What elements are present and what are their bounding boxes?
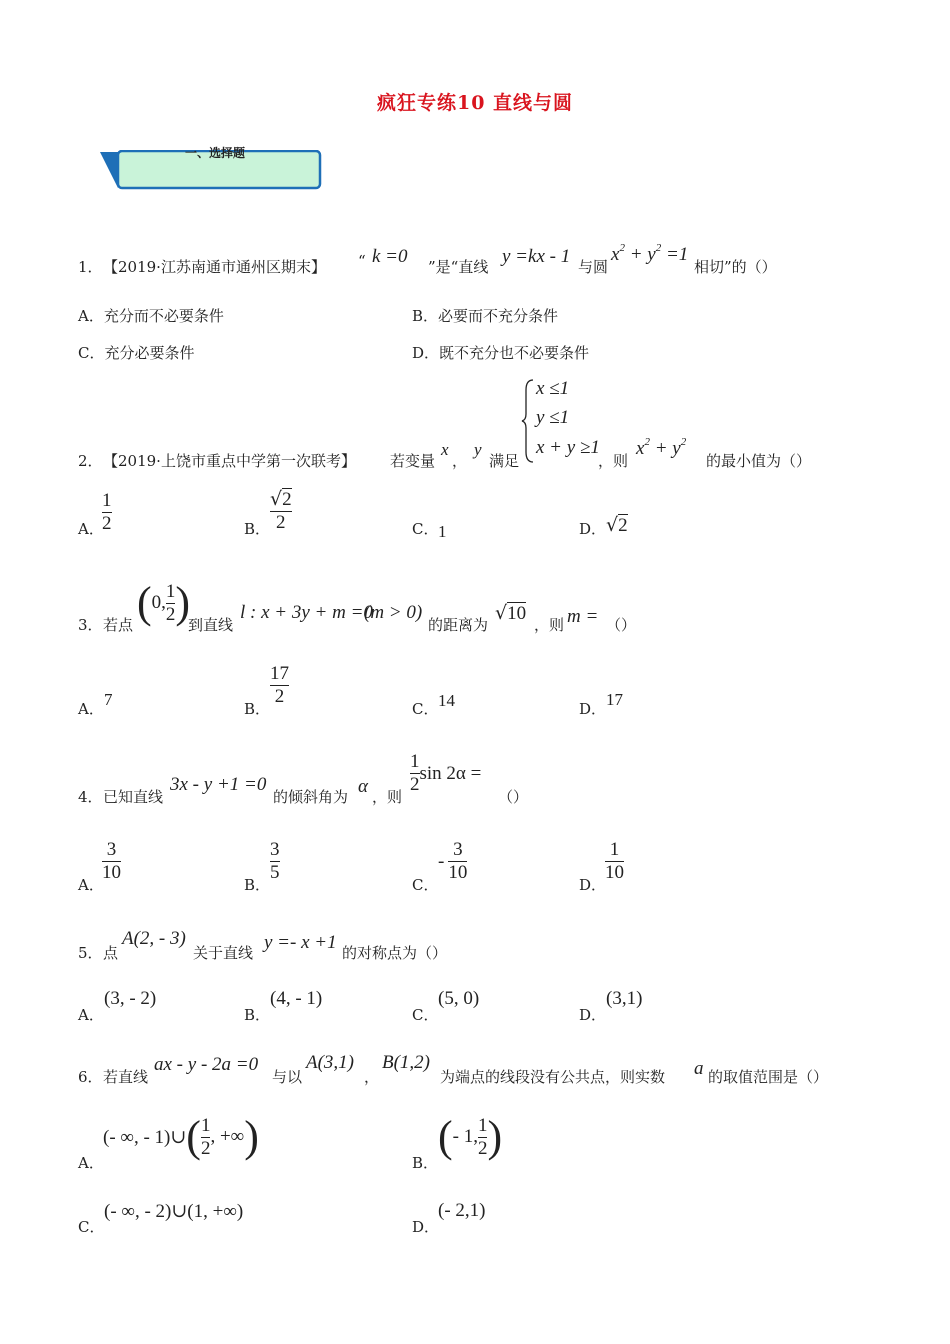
q5-option-a-label[interactable]: A． [78, 1006, 104, 1024]
q1-number: 1． [78, 258, 103, 276]
q2-option-a-label[interactable]: A． [78, 520, 104, 538]
q4-text-c: ，则 [372, 788, 403, 806]
q5-text-a: 点 [103, 944, 119, 962]
q2-option-a-value[interactable]: $\frac{1}{2}$ [102, 490, 112, 534]
q4-number: 4． [78, 788, 103, 806]
q2-option-c-value[interactable]: 1 [438, 522, 447, 541]
q5-option-c-label[interactable]: C． [412, 1006, 439, 1024]
q2-text-b: 满足 [489, 452, 520, 470]
q3-number: 3． [78, 616, 103, 634]
q3-text-a: 若点 [103, 616, 134, 634]
q3-line-eq: l : x + 3y + m =0 [240, 602, 373, 623]
q2-constraint-1: x ≤1 [536, 378, 570, 399]
q6-option-a-value[interactable]: (- ∞, - 1)∪ ( $\frac{1}{2}$ , +∞ ) [103, 1112, 259, 1161]
q1-option-c[interactable]: C．充分必要条件 [78, 344, 195, 362]
q3-var-m: m = [567, 606, 599, 627]
q5-text-c: 的对称点为（） [342, 944, 448, 962]
q4-text-d: （） [498, 788, 529, 806]
q6-option-b-label[interactable]: B． [412, 1154, 439, 1172]
q2-var-y: y [474, 440, 482, 459]
q1-text-b: 与圆 [578, 258, 609, 276]
q4-option-d-label[interactable]: D． [579, 876, 607, 894]
q5-option-b-label[interactable]: B． [244, 1006, 271, 1024]
q6-option-c-label[interactable]: C． [78, 1218, 105, 1236]
q3-distance: √10 [495, 602, 527, 624]
q6-var-a: a [694, 1058, 704, 1079]
q3-text-c: 的距离为 [428, 616, 489, 634]
q5-text-b: 关于直线 [193, 944, 254, 962]
q4-option-c-value[interactable]: - $\frac{3}{10}$ [438, 839, 468, 883]
section-header-label: 一、选择题 [185, 146, 246, 160]
q6-option-d-label[interactable]: D． [412, 1218, 440, 1236]
q6-option-c-value[interactable]: (- ∞, - 2)∪(1, +∞) [104, 1201, 244, 1222]
q5-number: 5． [78, 944, 103, 962]
q6-text-a: 若直线 [103, 1068, 149, 1086]
q3-text-d: ，则 [534, 616, 565, 634]
q3-option-c-value[interactable]: 14 [438, 691, 455, 710]
q4-option-c-label[interactable]: C． [412, 876, 439, 894]
q2-system-brace [521, 378, 535, 464]
q2-text-a: 若变量 [390, 452, 436, 470]
q3-option-a-value[interactable]: 7 [104, 690, 113, 709]
q3-text-e: （） [606, 616, 637, 634]
q6-option-b-value[interactable]: ( - 1, $\frac{1}{2}$ ) [438, 1112, 503, 1161]
q2-option-b-label[interactable]: B． [244, 520, 271, 538]
q5-option-d-value[interactable]: (3,1) [606, 988, 643, 1009]
q5-option-b-value[interactable]: (4, - 1) [270, 988, 323, 1009]
q1-condition: k =0 [372, 246, 408, 267]
q4-expression: $\frac{1}{2}$ sin 2α = [410, 751, 482, 795]
q4-text-b: 的倾斜角为 [273, 788, 349, 806]
q1-option-d[interactable]: D．既不充分也不必要条件 [412, 344, 590, 362]
q1-option-a[interactable]: A．充分而不必要条件 [78, 307, 224, 325]
q2-text-c: ，则 [598, 452, 629, 470]
q2-constraint-2: y ≤1 [536, 407, 570, 428]
page-title: 疯狂专练10 直线与圆 [376, 92, 574, 114]
q3-condition: (m > 0) [364, 602, 423, 623]
q2-text-d: 的最小值为（） [706, 452, 812, 470]
q1-open-quote: “ [358, 252, 366, 270]
q2-option-d-value[interactable]: √2 [606, 514, 628, 536]
q2-option-c-label[interactable]: C． [412, 520, 439, 538]
q2-var-x: x [441, 440, 449, 459]
q1-text-a: ”是“直线 [428, 258, 489, 276]
q5-option-c-value[interactable]: (5, 0) [438, 988, 480, 1009]
q1-option-b[interactable]: B．必要而不充分条件 [412, 307, 559, 325]
q1-line-eq: y =kx - 1 [502, 246, 571, 267]
q3-point: ( 0, $\frac{1}{2}$ ) [137, 578, 191, 627]
q6-option-a-label[interactable]: A． [78, 1154, 104, 1172]
q3-option-b-label[interactable]: B． [244, 700, 271, 718]
q2-constraint-3: x + y ≥1 [536, 437, 600, 458]
q6-text-d: 的取值范围是（） [708, 1068, 829, 1086]
q1-circle-eq: $x^2 + y^2 =1$ [611, 242, 689, 265]
q3-option-c-label[interactable]: C． [412, 700, 439, 718]
q6-number: 6． [78, 1068, 103, 1086]
q4-option-a-label[interactable]: A． [78, 876, 104, 894]
q3-option-d-value[interactable]: 17 [606, 690, 623, 709]
q2-comma: ， [452, 452, 468, 470]
q4-alpha: α [358, 776, 368, 797]
q5-line-eq: y =- x +1 [264, 932, 337, 953]
q1-source: 【2019·江苏南通市通州区期末】 [103, 258, 326, 276]
q4-option-b-value[interactable]: $\frac{3}{5}$ [270, 839, 280, 883]
q4-option-d-value[interactable]: $\frac{1}{10}$ [605, 839, 624, 883]
q6-text-c: 为端点的线段没有公共点，则实数 [440, 1068, 666, 1086]
q6-line-eq: ax - y - 2a =0 [154, 1054, 259, 1075]
q4-option-b-label[interactable]: B． [244, 876, 271, 894]
q2-number: 2． [78, 452, 103, 470]
q2-source: 【2019·上饶市重点中学第一次联考】 [103, 452, 356, 470]
q3-text-b: 到直线 [188, 616, 234, 634]
q6-text-b: 与以 [272, 1068, 303, 1086]
q6-option-d-value[interactable]: (- 2,1) [438, 1200, 486, 1221]
q2-option-b-value[interactable]: $\frac{√2}{2}$ [270, 488, 292, 533]
q2-option-d-label[interactable]: D． [579, 520, 607, 538]
q5-option-a-value[interactable]: (3, - 2) [104, 988, 157, 1009]
q3-option-d-label[interactable]: D． [579, 700, 607, 718]
q2-expression: $x^2 + y^2$ [636, 436, 687, 459]
q5-point: A(2, - 3) [122, 928, 186, 949]
q3-option-b-value[interactable]: $\frac{17}{2}$ [270, 663, 289, 707]
q4-option-a-value[interactable]: $\frac{3}{10}$ [102, 839, 121, 883]
q6-comma: ， [364, 1068, 380, 1086]
q1-text-c: 相切”的（） [694, 258, 777, 276]
section-header-tab [100, 152, 118, 188]
q5-option-d-label[interactable]: D． [579, 1006, 607, 1024]
q3-option-a-label[interactable]: A． [78, 700, 104, 718]
q4-line-eq: 3x - y +1 =0 [170, 774, 267, 795]
q6-point-b: B(1,2) [382, 1052, 431, 1073]
q6-point-a: A(3,1) [306, 1052, 355, 1073]
q4-text-a: 已知直线 [103, 788, 164, 806]
